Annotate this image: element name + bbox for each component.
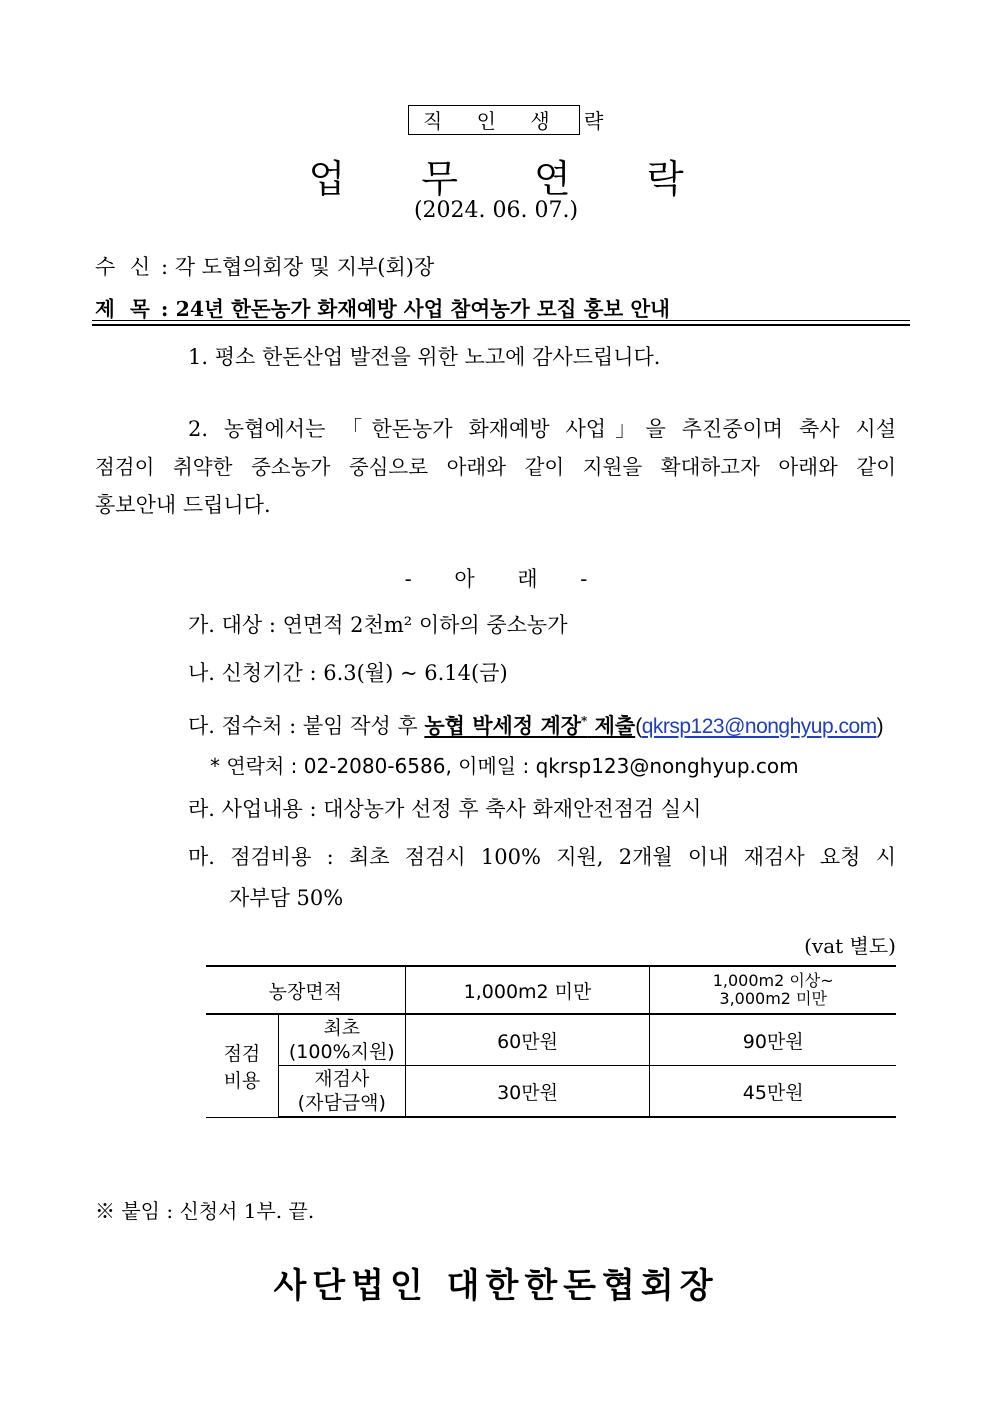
cell-first-1000-to-3000: 90만원 [650, 1014, 896, 1066]
document-title: 업 무 연 락 [308, 157, 716, 201]
cell-reinspection-1000-to-3000: 45만원 [650, 1066, 896, 1118]
notice-heading: - 아 래 - [404, 567, 588, 591]
recipient-value: 각 도협의회장 및 지부(회)장 [174, 255, 435, 279]
cell-reinspection-under-1000: 30만원 [405, 1066, 650, 1118]
attachment-note: ※ 붙임 : 신청서 1부. 끝. [95, 1199, 315, 1223]
table-row [206, 1014, 896, 1066]
contact-note-text: 연락처 : 02-2080-6586, 이메일 : qkrsp123@nonghyup.com [226, 754, 799, 778]
subject-value: 24년 한돈농가 화재예방 사업 참여농가 모집 홍보 안내 [175, 297, 670, 321]
paragraph-2-line-1: 2. 농협에서는 「한돈농가 화재예방 사업」을 추진중이며 축사 시설 [188, 417, 896, 441]
item-a-target: 가. 대상 : 연면적 2천m² 이하의 중소농가 [188, 613, 568, 637]
item-e-cost-line-1: 마. 점검비용 : 최초 점검시 100% 지원, 2개월 이내 재검사 요청 시 [188, 845, 896, 869]
header-farm-area: 농장면적 [206, 966, 405, 1014]
header-under-1000: 1,000m2 미만 [405, 966, 650, 1014]
item-c-prefix: 다. 접수처 : 붙임 작성 후 [188, 714, 425, 738]
contact-note-star: * [210, 754, 220, 778]
item-e-cost-line-2: 자부담 50% [229, 886, 344, 910]
header-1000-to-3000: 1,000m2 이상~ 3,000m2 미만 [650, 966, 896, 1014]
item-b-period: 나. 신청기간 : 6.3(월) ~ 6.14(금) [188, 661, 508, 685]
document-date: (2024. 06. 07.) [413, 198, 579, 223]
cell-first-under-1000: 60만원 [405, 1014, 650, 1066]
subject-line: 제 목 : 24년 한돈농가 화재예방 사업 참여농가 모집 홍보 안내 [95, 297, 670, 321]
signer-name: 사단법인 대한한돈협회장 [273, 1266, 719, 1306]
recipient-line: 수 신 : 각 도협의회장 및 지부(회)장 [95, 255, 435, 279]
paragraph-2-line-3: 홍보안내 드립니다. [95, 493, 271, 517]
item-c-reception [188, 702, 883, 746]
group-label-inspection-cost: 점검 비용 [206, 1014, 278, 1117]
subject-rule-thick [92, 324, 910, 326]
table-header-row [206, 966, 896, 1014]
recipient-label: 수 신 [95, 255, 155, 279]
cost-table [206, 965, 896, 1118]
row-label-first: 최초 (100%지원) [278, 1014, 405, 1066]
stamp-omitted-box: 직 인 생 략 [408, 105, 580, 135]
table-row [206, 1066, 896, 1118]
email-link[interactable]: qkrsp123@nonghyup.com [641, 715, 877, 738]
paragraph-2-line-2: 점검이 취약한 중소농가 중심으로 아래와 같이 지원을 확대하고자 아래와 같이 [95, 455, 896, 479]
item-c-email-open: ( [635, 715, 642, 738]
item-c-contact-person: 농협 박세정 계장* 제출 [424, 713, 636, 738]
paragraph-1: 1. 평소 한돈산업 발전을 위한 노고에 감사드립니다. [188, 345, 661, 369]
item-c-contact-note [210, 750, 799, 779]
item-d-content: 라. 사업내용 : 대상농가 선정 후 축사 화재안전점검 실시 [188, 797, 702, 821]
subject-rule-thin [92, 320, 910, 321]
vat-note: (vat 별도) [804, 934, 896, 958]
item-c-email-close: ) [876, 715, 884, 738]
subject-label: 제 목 [95, 297, 154, 321]
row-label-reinspection: 재검사 (자담금액) [278, 1066, 405, 1118]
